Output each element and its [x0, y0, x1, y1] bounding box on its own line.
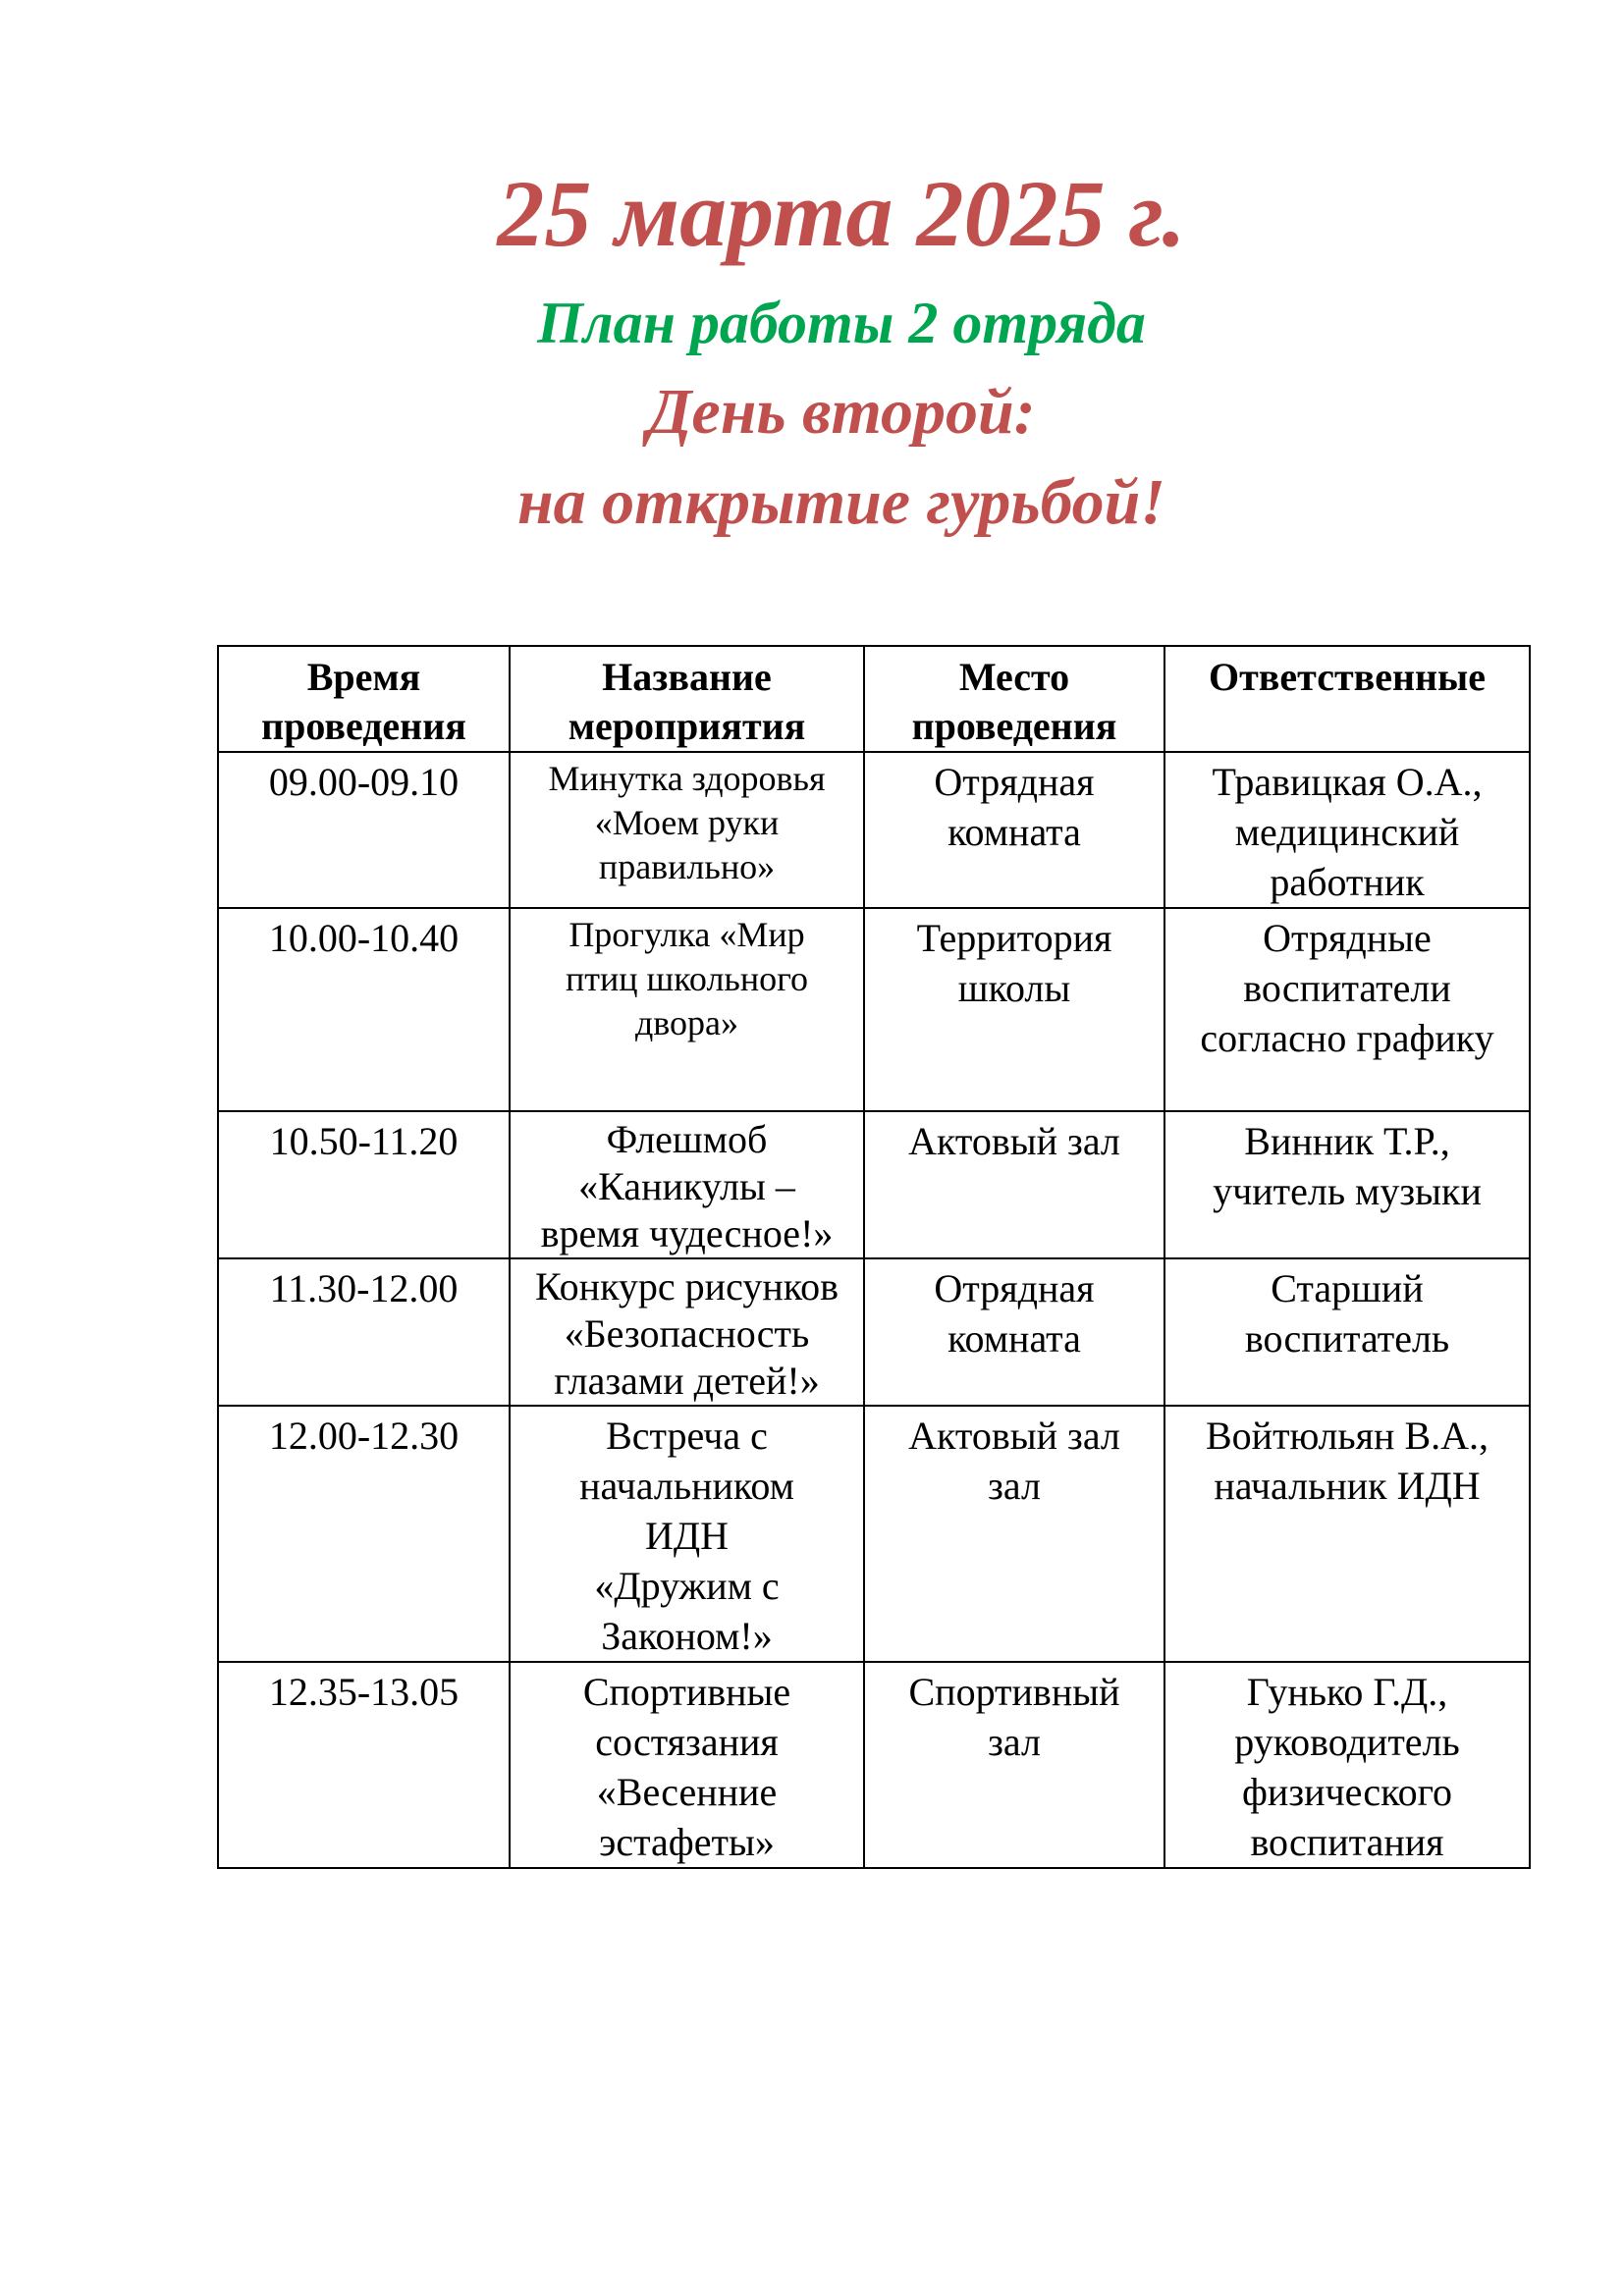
cell-text: Гунько Г.Д.,: [1246, 1670, 1448, 1714]
cell-text: время чудесное!»: [540, 1211, 834, 1255]
event-cell: [510, 1662, 864, 1868]
header-text: проведения: [911, 704, 1117, 748]
table-row: [218, 1111, 1530, 1258]
cell-text: Винник Т.Р.,: [1244, 1119, 1450, 1163]
event-cell: [510, 752, 864, 908]
responsible-cell: [1164, 1662, 1530, 1868]
responsible-cell: [1164, 1258, 1530, 1406]
header-text: Время: [306, 655, 421, 699]
cell-text: Актовый зал: [908, 1414, 1120, 1458]
schedule-table: [217, 645, 1531, 1869]
cell-text: медицинский: [1234, 810, 1460, 854]
place-cell: [864, 1111, 1164, 1258]
cell-text: школы: [957, 966, 1071, 1010]
header-text: проведения: [261, 704, 466, 748]
cell-text: состязания: [595, 1720, 779, 1764]
table-row: [218, 752, 1530, 908]
event-cell: [510, 1258, 864, 1406]
column-header-time: [218, 646, 510, 752]
cell-text: зал: [988, 1720, 1041, 1764]
responsible-cell: [1164, 752, 1530, 908]
time-cell: [218, 908, 510, 1111]
cell-text: комната: [947, 1316, 1081, 1361]
plan-title: План работы 2 отряда: [537, 291, 1146, 355]
cell-text: «Безопасность: [564, 1311, 810, 1356]
cell-text: Прогулка «Мир: [568, 915, 805, 954]
cell-text: комната: [947, 810, 1081, 854]
cell-text: зал: [988, 1464, 1041, 1508]
place-cell: [864, 1662, 1164, 1868]
event-cell: [510, 908, 864, 1111]
cell-text: Старший: [1271, 1266, 1424, 1310]
time-cell: [218, 752, 510, 908]
responsible-cell: [1164, 1111, 1530, 1258]
responsible-cell: [1164, 1406, 1530, 1662]
event-cell: [510, 1111, 864, 1258]
cell-text: «Весенние: [596, 1770, 778, 1814]
cell-text: 09.00-09.10: [268, 760, 460, 804]
cell-text: Законом!»: [601, 1614, 773, 1658]
cell-text: Конкурс рисунков: [534, 1264, 839, 1308]
cell-text: «Дружим с: [594, 1564, 780, 1608]
cell-text: руководитель: [1234, 1720, 1460, 1764]
cell-text: Отрядная: [934, 760, 1095, 804]
table-row: [218, 1258, 1530, 1406]
cell-text: глазами детей!»: [554, 1359, 820, 1403]
column-header-place: [864, 646, 1164, 752]
responsible-cell: [1164, 908, 1530, 1111]
cell-text: 11.30-12.00: [269, 1266, 459, 1310]
table-row: [218, 908, 1530, 1111]
time-cell: [218, 1111, 510, 1258]
column-header-event: [510, 646, 864, 752]
place-cell: [864, 1406, 1164, 1662]
cell-text: «Моем руки: [594, 803, 780, 842]
place-cell: [864, 1258, 1164, 1406]
table-row: [218, 1406, 1530, 1662]
time-cell: [218, 1406, 510, 1662]
cell-text: Актовый зал: [908, 1119, 1120, 1163]
cell-text: физического: [1242, 1770, 1452, 1814]
cell-text: 10.50-11.20: [269, 1119, 459, 1163]
cell-text: Территория: [916, 916, 1112, 960]
cell-text: Спортивный: [908, 1670, 1120, 1714]
cell-text: воспитатели: [1243, 966, 1451, 1010]
day-subtitle: на открытие гурьбой!: [517, 466, 1165, 538]
cell-text: птиц школьного: [566, 959, 808, 998]
cell-text: Отрядные: [1263, 916, 1432, 960]
cell-text: 10.00-10.40: [268, 916, 460, 960]
cell-text: 12.35-13.05: [268, 1670, 460, 1714]
date-title: 25 марта 2025 г.: [497, 161, 1186, 266]
table-row: [218, 1662, 1530, 1868]
cell-text: начальник ИДН: [1214, 1464, 1481, 1508]
cell-text: воспитания: [1250, 1820, 1444, 1864]
day-title: День второй:: [647, 376, 1036, 448]
cell-text: согласно графику: [1200, 1016, 1494, 1060]
cell-text: Отрядная: [934, 1266, 1095, 1310]
header-text: Место: [958, 655, 1070, 699]
cell-text: двора»: [634, 1003, 739, 1042]
cell-text: начальником: [579, 1464, 794, 1508]
cell-text: Травицкая О.А.,: [1212, 760, 1483, 804]
cell-text: правильно»: [598, 847, 776, 886]
table-header-row: [218, 646, 1530, 752]
cell-text: «Каникулы –: [578, 1164, 795, 1208]
event-cell: [510, 1406, 864, 1662]
column-header-responsible: [1164, 646, 1530, 752]
cell-text: работник: [1270, 860, 1425, 904]
cell-text: учитель музыки: [1213, 1169, 1482, 1213]
cell-text: Флешмоб: [606, 1117, 768, 1161]
cell-text: Войтюльян В.А.,: [1205, 1414, 1489, 1458]
cell-text: Встреча с: [606, 1414, 768, 1458]
cell-text: Минутка здоровья: [548, 759, 826, 798]
cell-text: воспитатель: [1244, 1316, 1450, 1361]
cell-text: ИДН: [644, 1514, 730, 1558]
place-cell: [864, 752, 1164, 908]
place-cell: [864, 908, 1164, 1111]
header-text: мероприятия: [568, 704, 806, 748]
cell-text: Спортивные: [582, 1670, 791, 1714]
header-text: Название: [602, 655, 772, 699]
cell-text: 12.00-12.30: [268, 1414, 460, 1458]
time-cell: [218, 1662, 510, 1868]
header-text: Ответственные: [1208, 655, 1487, 699]
time-cell: [218, 1258, 510, 1406]
cell-text: эстафеты»: [599, 1820, 775, 1864]
